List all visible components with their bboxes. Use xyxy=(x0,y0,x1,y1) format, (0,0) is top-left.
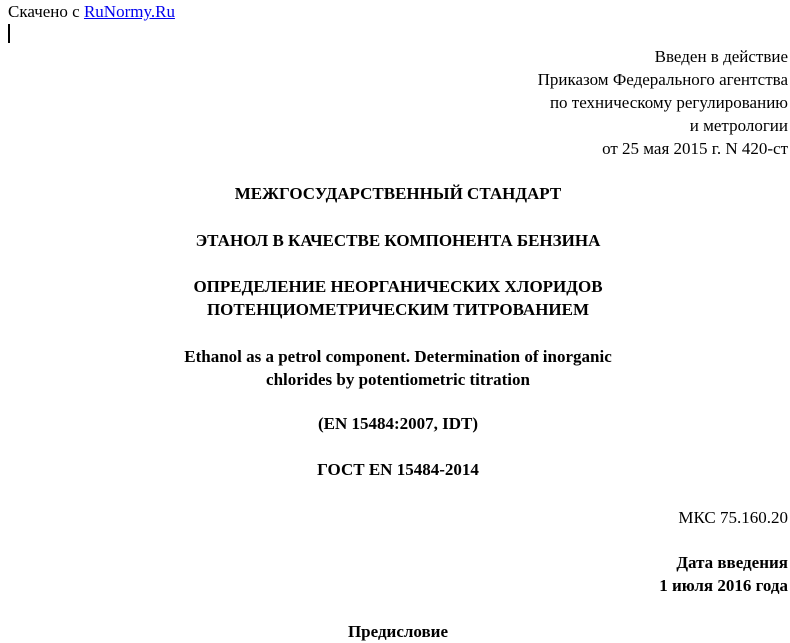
equivalence-label: (EN 15484:2007, IDT) xyxy=(317,414,479,433)
date-label: Дата введения xyxy=(676,553,788,572)
source-prefix: Скачено с xyxy=(8,2,84,21)
introduction-date-block xyxy=(659,551,788,597)
standard-type-heading: МЕЖГОСУДАРСТВЕННЫЙ СТАНДАРТ xyxy=(234,184,562,203)
date-value: 1 июля 2016 года xyxy=(659,576,788,595)
foreword-heading: Предисловие xyxy=(347,622,449,641)
approval-line-2: Приказом Федерального агентства xyxy=(537,70,788,89)
standard-designation: ГОСТ EN 15484-2014 xyxy=(317,460,479,479)
source-line xyxy=(8,2,175,22)
approval-line-1: Введен в действие xyxy=(654,47,788,66)
mks-code: МКС 75.160.20 xyxy=(678,508,788,527)
approval-line-4: и метрологии xyxy=(689,116,788,135)
subtitle-ru-line-1: ОПРЕДЕЛЕНИЕ НЕОРГАНИЧЕСКИХ ХЛОРИДОВ xyxy=(193,277,603,296)
approval-block xyxy=(538,45,788,160)
text-cursor xyxy=(8,24,10,43)
subtitle-ru-heading xyxy=(0,275,790,321)
approval-line-3: по техническому регулированию xyxy=(549,93,788,112)
runormy-link[interactable]: RuNormy.Ru xyxy=(83,2,175,21)
title-en-line-2: chlorides by potentiometric titration xyxy=(266,370,530,389)
title-en-heading xyxy=(0,345,790,391)
title-en-line-1: Ethanol as a petrol component. Determination of inorganic xyxy=(184,347,612,366)
approval-line-5: от 25 мая 2015 г. N 420-ст xyxy=(602,139,788,158)
title-ru-heading: ЭТАНОЛ В КАЧЕСТВЕ КОМПОНЕНТА БЕНЗИНА xyxy=(195,231,601,250)
subtitle-ru-line-2: ПОТЕНЦИОМЕТРИЧЕСКИМ ТИТРОВАНИЕМ xyxy=(206,300,590,319)
